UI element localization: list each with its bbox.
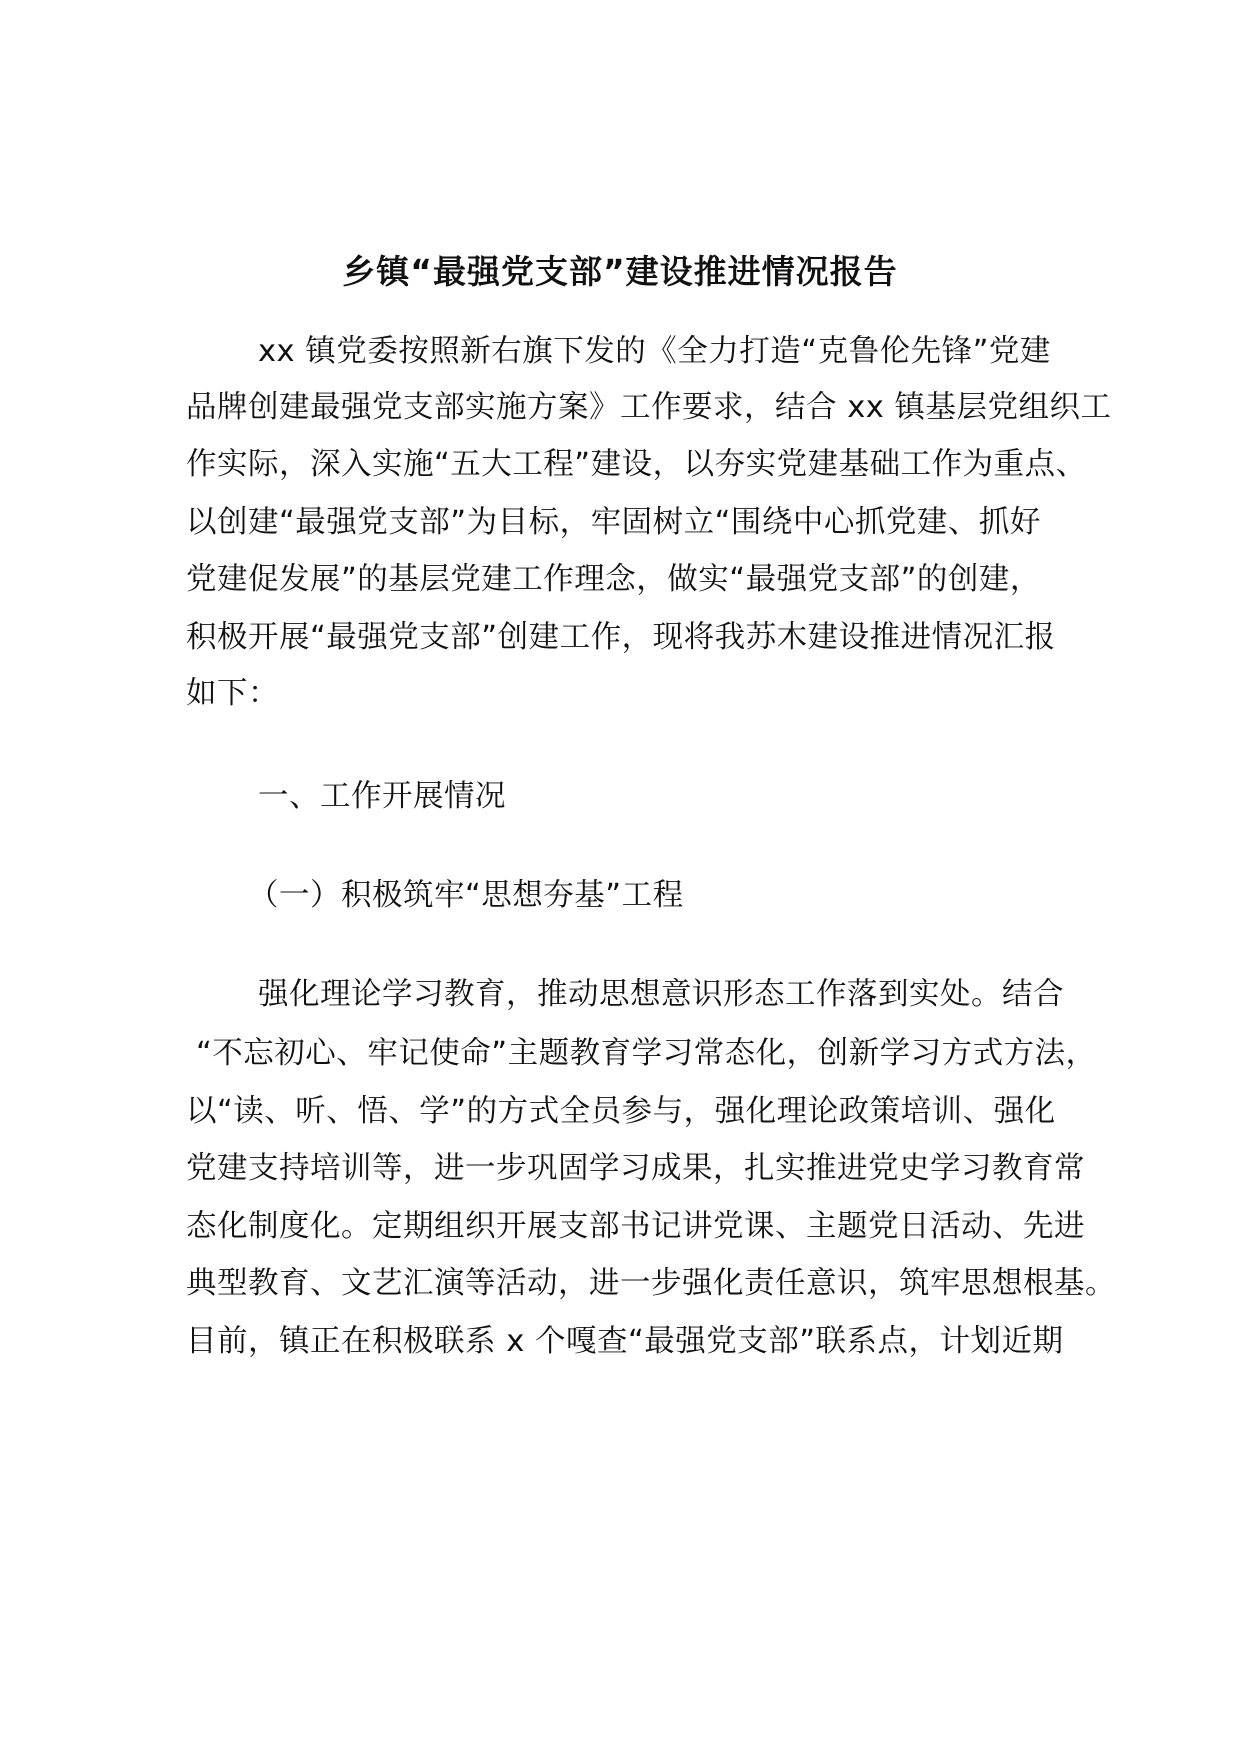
paragraph-line: xx 镇党委按照新右旗下发的《全力打造“克鲁伦先锋”党建 <box>258 334 1051 369</box>
paragraph-line: 党建支持培训等，进一步巩固学习成果，扎实推进党史学习教育常 <box>186 1151 1085 1186</box>
document-title: 乡镇“最强党支部”建设推进情况报告 <box>342 252 898 291</box>
paragraph-line: 典型教育、文艺汇演等活动，进一步强化责任意识，筑牢思想根基。 <box>186 1266 1116 1301</box>
paragraph-line: 态化制度化。定期组织开展支部书记讲党课、主题党日活动、先进 <box>186 1209 1085 1244</box>
paragraph-line: 目前，镇正在积极联系 x 个嘎查“最强党支部”联系点，计划近期 <box>186 1324 1064 1359</box>
paragraph-line: 党建促发展”的基层党建工作理念，做实“最强党支部”的创建， <box>186 562 1041 597</box>
paragraph-line: 品牌创建最强党支部实施方案》工作要求，结合 xx 镇基层党组织工 <box>186 390 1112 425</box>
paragraph-line: “不忘初心、牢记使命”主题教育学习常态化，创新学习方式方法， <box>196 1036 1097 1071</box>
paragraph-line: 如下： <box>186 676 279 711</box>
section-heading: 一、工作开展情况 <box>258 779 506 814</box>
paragraph-line: 以“读、听、悟、学”的方式全员参与，强化理论政策培训、强化 <box>186 1094 1056 1129</box>
paragraph-line: 以创建“最强党支部”为目标，牢固树立“围绕中心抓党建、抓好 <box>186 505 1041 540</box>
paragraph-line: 作实际，深入实施“五大工程”建设，以夯实党建基础工作为重点、 <box>186 447 1087 482</box>
paragraph-line: 积极开展“最强党支部”创建工作，现将我苏木建设推进情况汇报 <box>186 620 1056 655</box>
paragraph-line: 强化理论学习教育，推动思想意识形态工作落到实处。结合 <box>258 977 1064 1012</box>
subsection-heading: （一）积极筑牢“思想夯基”工程 <box>248 878 684 913</box>
